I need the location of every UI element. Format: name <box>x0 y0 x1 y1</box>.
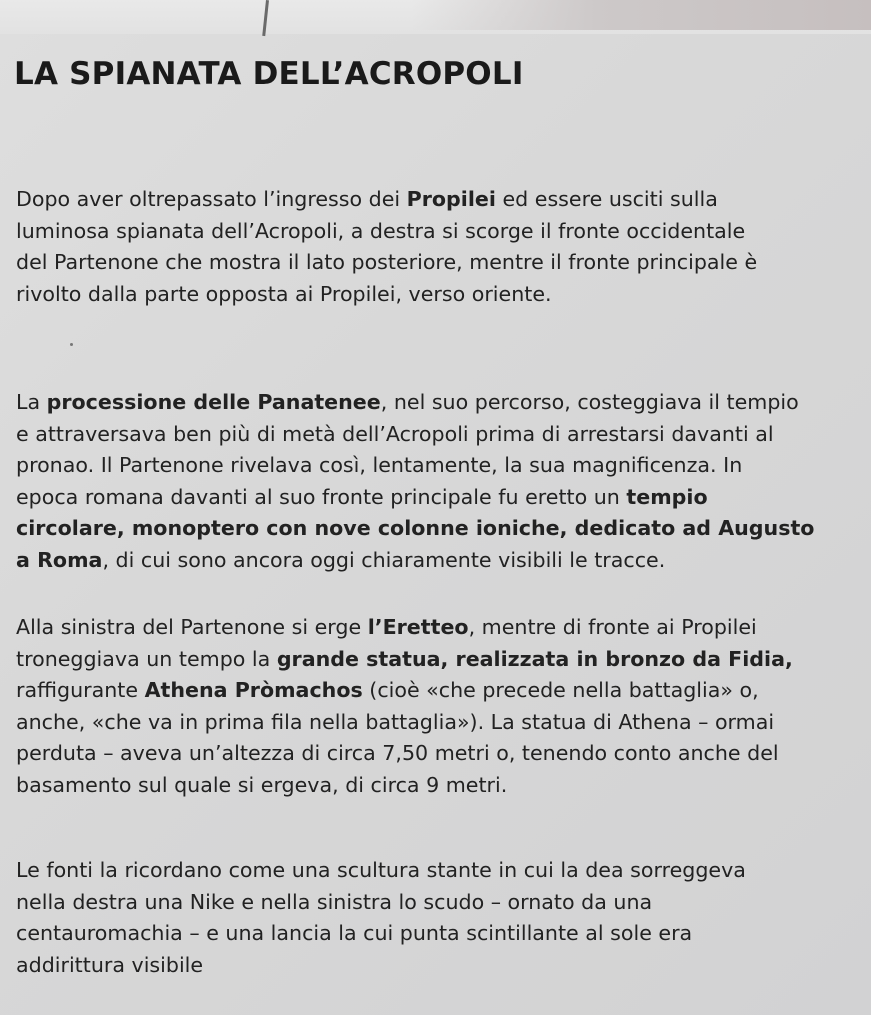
text-line <box>16 950 871 982</box>
bold-text: tempio <box>626 484 708 509</box>
text-run: Dopo aver oltrepassato l’ingresso dei <box>16 187 407 211</box>
bold-text: processione delle Panatenee <box>46 390 381 414</box>
text-line <box>16 707 871 739</box>
text-run: nella destra una Nike e nella sinistra lo scudo – ornato da una <box>16 889 653 914</box>
text-line <box>16 612 871 644</box>
text-line <box>16 216 871 248</box>
text-run: raffigurante <box>16 678 145 702</box>
text-run: anche, «che va in prima fila nella battaglia»). La statua di Athena – ormai <box>16 709 775 734</box>
paragraph-panatenee <box>16 387 871 576</box>
text-run: troneggiava un tempo la <box>16 646 277 671</box>
paragraph-eretteo <box>16 612 871 801</box>
text-run: Le fonti la ricordano come una scultura stante in cui la dea sorreggeva <box>16 858 746 882</box>
bold-text: a Roma <box>16 547 103 572</box>
text-line <box>16 855 871 887</box>
text-line <box>16 770 871 802</box>
text-line <box>16 184 871 216</box>
text-run: perduta – aveva un’altezza di circa 7,50 metri o, tenendo conto anche del <box>16 741 779 765</box>
text-line <box>16 450 871 482</box>
text-run: addirittura visibile <box>16 952 204 977</box>
text-line <box>16 887 871 919</box>
text-line <box>16 387 871 419</box>
text-run: centauromachia – e una lancia la cui punta scintillante al sole era <box>16 921 693 945</box>
text-line <box>16 545 871 577</box>
text-run: , di cui sono ancora oggi chiaramente visibili le tracce. <box>102 547 666 572</box>
text-line <box>16 675 871 707</box>
text-run: epoca romana davanti al suo fronte principale fu eretto un <box>16 484 627 509</box>
text-line <box>16 279 871 311</box>
paragraph-propilei <box>16 184 871 310</box>
text-line <box>16 419 871 451</box>
text-run: (cioè «che precede nella battaglia» o, <box>362 678 759 702</box>
bold-text: circolare, monoptero con nove colonne ioniche, dedicato ad Augusto <box>16 516 815 540</box>
text-line <box>16 482 871 514</box>
text-line <box>16 738 871 770</box>
page-title: LA SPIANATA DELL’ACROPOLI <box>14 56 524 92</box>
text-run: luminosa spianata dell’Acropoli, a destra si scorge il fronte occidentale <box>16 218 746 243</box>
text-run: pronao. Il Partenone rivelava così, lentamente, la sua magnificenza. In <box>16 453 743 477</box>
text-run: e attraversava ben più di metà dell’Acropoli prima di arrestarsi davanti al <box>16 421 774 446</box>
text-line <box>16 513 871 545</box>
bold-text: Propilei <box>406 187 496 211</box>
bold-text: Athena Pròmachos <box>144 678 363 702</box>
text-run: ed essere usciti sulla <box>495 187 718 211</box>
text-run: , mentre di fronte ai Propilei <box>468 615 757 639</box>
text-run: basamento sul quale si ergeva, di circa 9 metri. <box>16 772 508 797</box>
text-run: La <box>16 390 47 414</box>
bold-text: grande statua, realizzata in bronzo da Fidia, <box>276 646 793 671</box>
text-line <box>16 247 871 279</box>
text-line <box>16 918 871 950</box>
text-line <box>16 644 871 676</box>
bold-text: l’Eretteo <box>367 615 469 639</box>
paragraph-fonti <box>16 855 871 981</box>
text-run: del Partenone che mostra il lato posteriore, mentre il fronte principale è <box>16 250 758 274</box>
text-run: Alla sinistra del Partenone si erge <box>16 615 368 639</box>
stray-dot <box>70 343 73 346</box>
text-run: rivolto dalla parte opposta ai Propilei, verso oriente. <box>16 281 552 306</box>
text-run: , nel suo percorso, costeggiava il tempio <box>380 390 799 414</box>
